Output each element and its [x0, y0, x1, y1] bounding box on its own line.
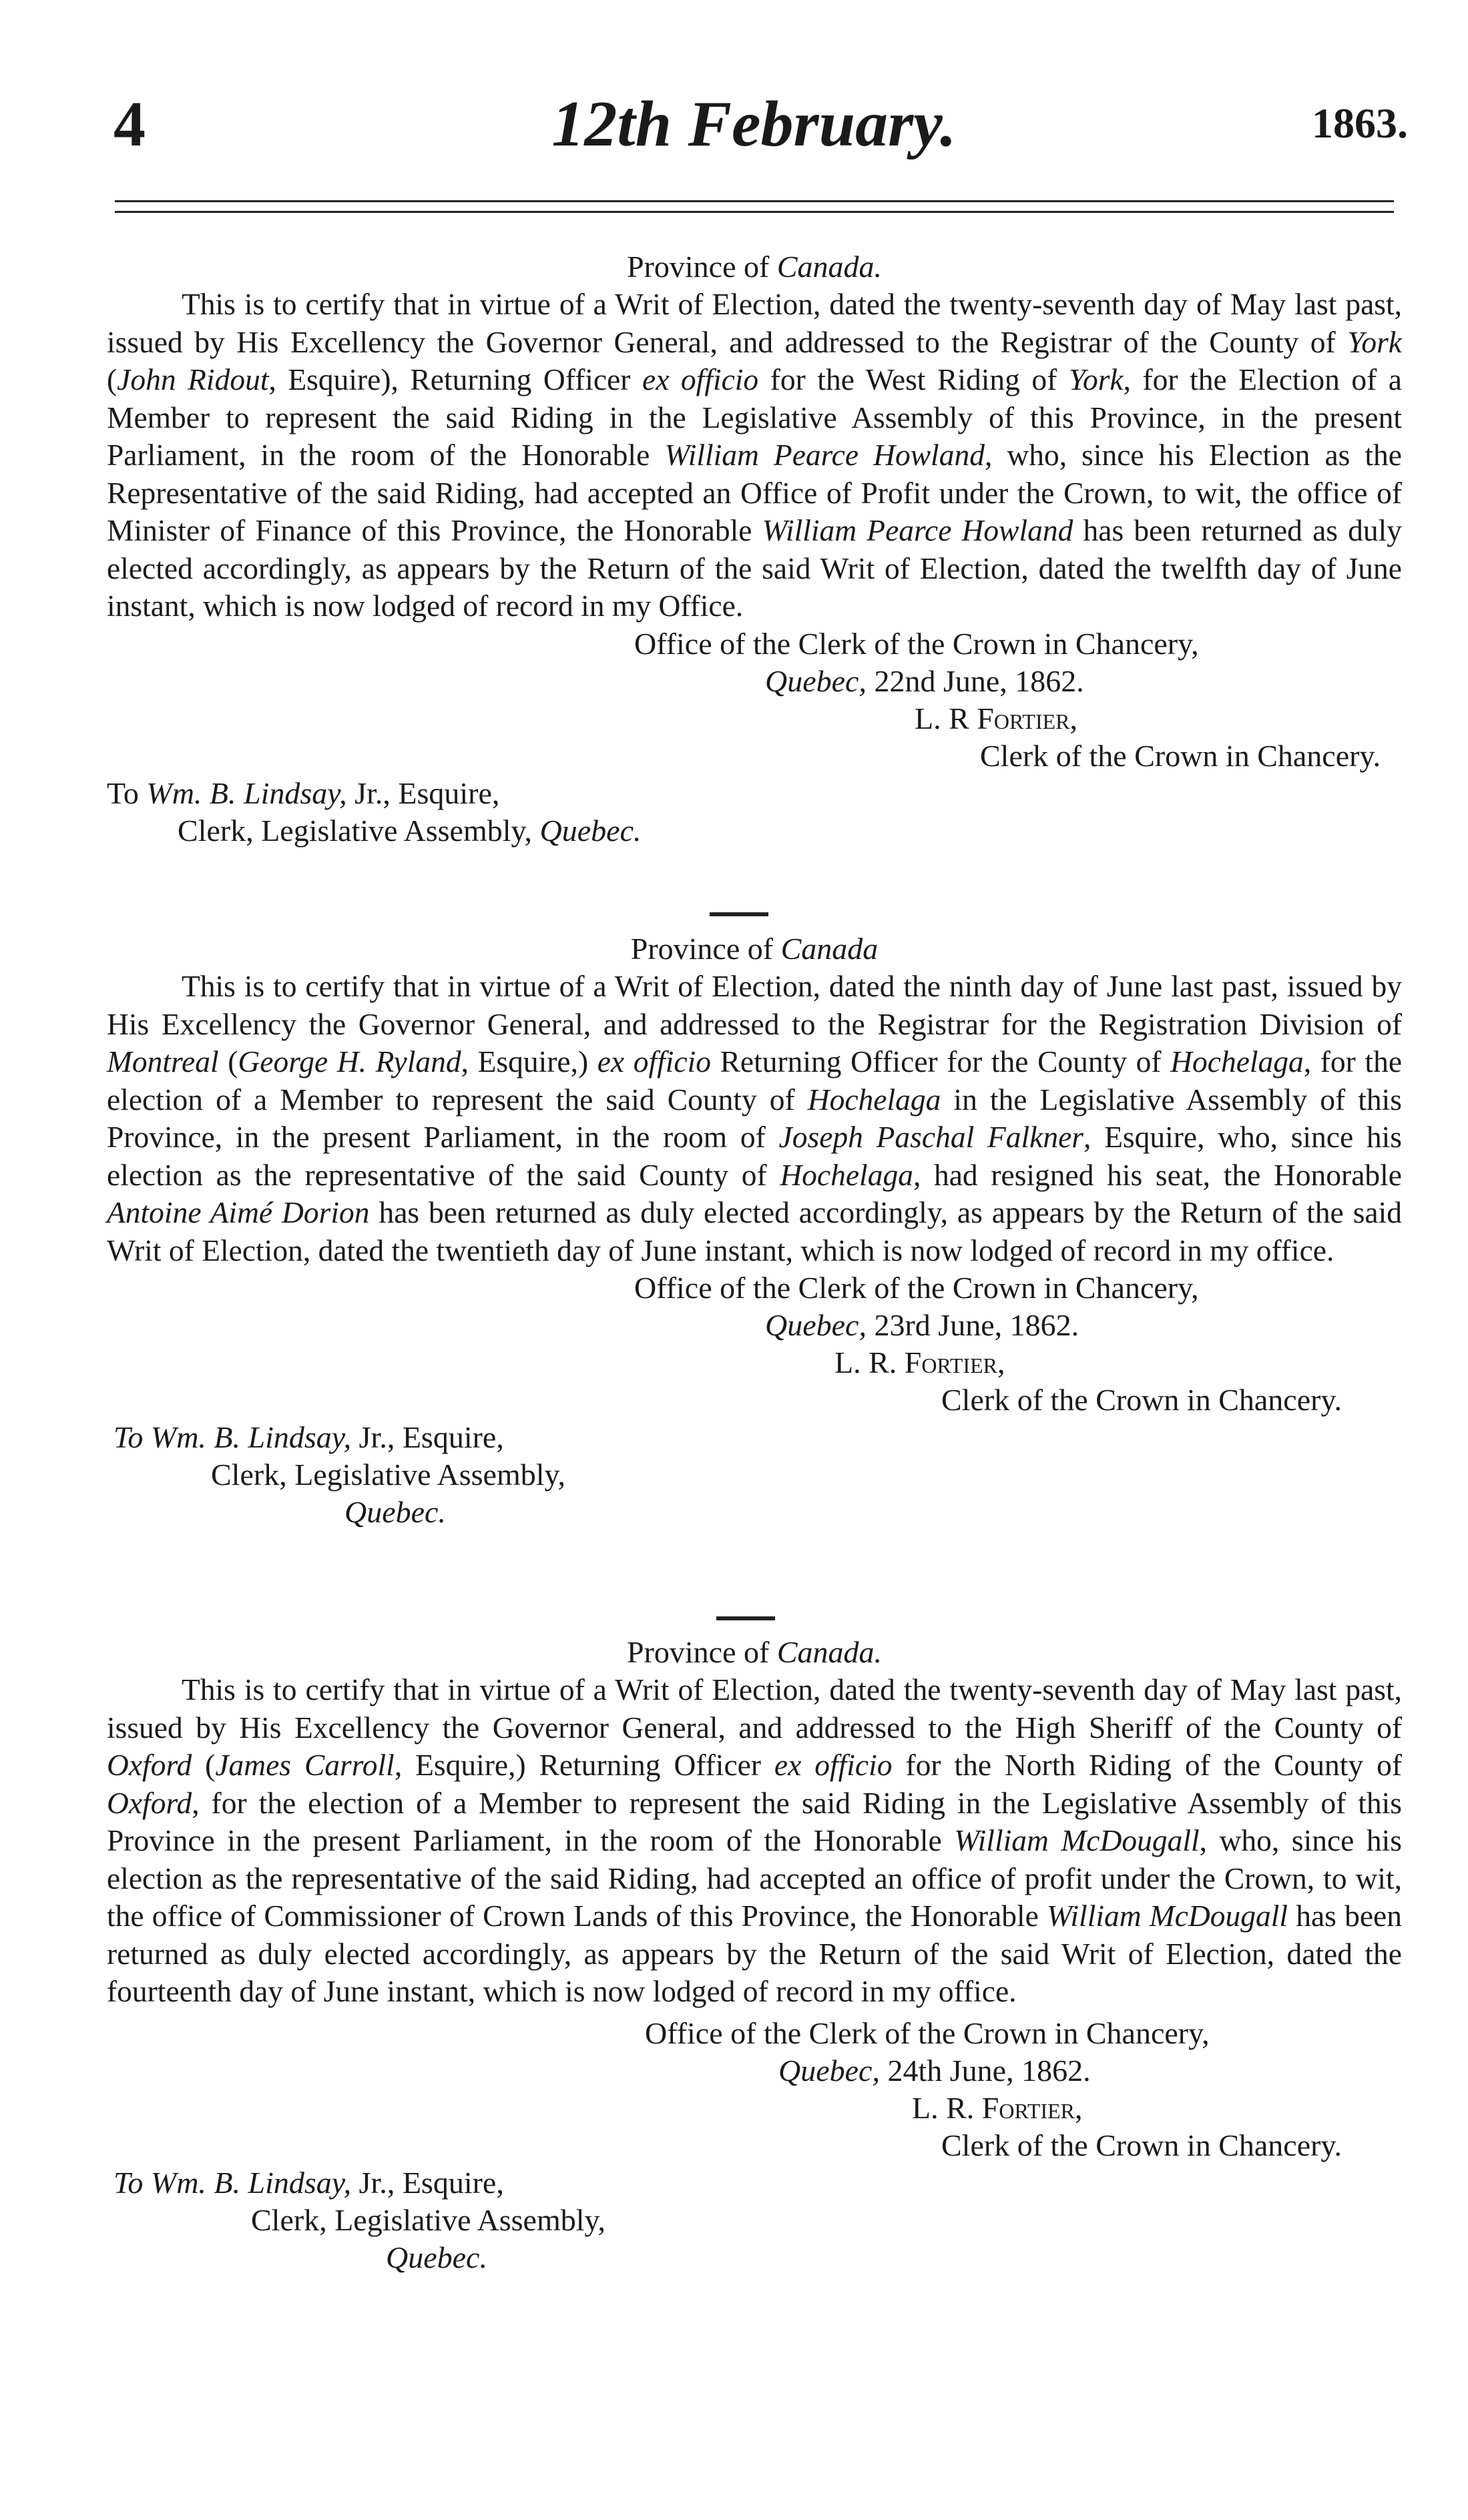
issue-date: 12th February.	[551, 88, 957, 160]
header-rule-top	[115, 200, 1394, 202]
signature-block	[645, 2015, 1402, 2164]
signer-title: Clerk of the Crown in Chancery.	[980, 738, 1381, 773]
place-date-line: Quebec, 23rd June, 1862.	[765, 1308, 1079, 1342]
addressee-city: Quebec.	[386, 2240, 487, 2274]
notice-body: This is to certify that in virtue of a Writ of Election, dated the twenty-seventh day of May last past, issued by His Excellency the Governor General, and addressed to the High Sheriff of the County of Oxford (James Carroll, Esquire,) Returning Officer ex officio for the North Riding of the County of Oxford, for the election of a Member to represent the said Riding in the Legislative Assembly of this Province in the present Parliament, in the room of the Honorable William McDougall, who, since his election as the representative of the said Riding, had accepted an office of profit under the Crown, to wit, the office of Commissioner of Crown Lands of this Province, the Honorable William McDougall has been returned as duly elected accordingly, as appears by the Return of the said Writ of Election, dated the fourteenth day of June instant, which is now lodged of record in my office.	[107, 1672, 1403, 2008]
signer-name: L. R. Fortier,	[834, 1345, 1005, 1379]
issue-year: 1863.	[1312, 99, 1408, 147]
province-heading: Province of Canada.	[626, 1635, 883, 1669]
section-separator	[716, 1616, 775, 1620]
signer-name: L. R Fortier,	[915, 701, 1077, 735]
page-number: 4	[113, 88, 146, 160]
page-header	[100, 87, 1408, 167]
addressee-line: To Wm. B. Lindsay, Jr., Esquire,	[113, 1420, 504, 1454]
signature-block	[634, 625, 1402, 775]
signer-title: Clerk of the Crown in Chancery.	[941, 2128, 1342, 2162]
place-date-line: Quebec, 22nd June, 1862.	[765, 663, 1084, 698]
signature-block	[634, 1269, 1402, 1419]
office-line: Office of the Clerk of the Crown in Chancery,	[645, 2015, 1210, 2050]
addressee-line: To Wm. B. Lindsay, Jr., Esquire,	[113, 2165, 504, 2200]
notice-1	[107, 248, 1402, 850]
address-block	[107, 2164, 1402, 2276]
signer-title: Clerk of the Crown in Chancery.	[941, 1383, 1342, 1417]
province-heading: Province of Canada	[630, 932, 879, 966]
notice-body: This is to certify that in virtue of a Writ of Election, dated the twenty-seventh day of May last past, issued by His Excellency the Governor General, and addressed to the Registrar of the County of York (John Ridout, Esquire), Returning Officer ex officio for the West Riding of York, for the Election of a Member to represent the said Riding in the Legislative Assembly of this Province, in the present Parliament, in the room of the Honorable William Pearce Howland, who, since his Election as the Representative of the said Riding, had accepted an Office of Profit under the Crown, to wit, the office of Minister of Finance of this Province, the Honorable William Pearce Howland has been returned as duly elected accordingly, as appears by the Return of the said Writ of Election, dated the twelfth day of June instant, which is now lodged of record in my Office.	[107, 287, 1402, 623]
notice-2	[107, 930, 1402, 1531]
notice-body: This is to certify that in virtue of a Writ of Election, dated the ninth day of June last past, issued by His Excellency the Governor General, and addressed to the Registrar for the Registration Division of Montreal (George H. Ryland, Esquire,) ex officio Returning Officer for the County of Hochelaga, for the election of a Member to represent the said County of Hochelaga in the Legislative Assembly of this Province, in the present Parliament, in the room of Joseph Paschal Falkner, Esquire, who, since his election as the representative of the said County of Hochelaga, had resigned his seat, the Honorable Antoine Aimé Dorion has been returned as duly elected accordingly, as appears by the Return of the said Writ of Election, dated the twentieth day of June instant, which is now lodged of record in my office.	[107, 969, 1403, 1267]
addressee-office: Clerk, Legislative Assembly,	[211, 1458, 566, 1492]
province-heading: Province of Canada.	[626, 250, 883, 284]
addressee-line: To Wm. B. Lindsay, Jr., Esquire,	[107, 775, 500, 810]
office-line: Office of the Clerk of the Crown in Chancery,	[634, 1271, 1199, 1305]
section-separator	[710, 912, 768, 916]
addressee-city: Quebec.	[344, 1495, 446, 1529]
addressee-office: Clerk, Legislative Assembly, Quebec.	[178, 813, 642, 848]
header-rule-bottom	[115, 211, 1394, 213]
place-date-line: Quebec, 24th June, 1862.	[778, 2053, 1091, 2088]
signer-name: L. R. Fortier,	[912, 2090, 1083, 2125]
addressee-office: Clerk, Legislative Assembly,	[251, 2202, 606, 2237]
address-block	[107, 775, 1402, 850]
notice-3	[107, 1634, 1402, 2276]
address-block	[107, 1419, 1402, 1531]
office-line: Office of the Clerk of the Crown in Chancery,	[634, 626, 1199, 661]
